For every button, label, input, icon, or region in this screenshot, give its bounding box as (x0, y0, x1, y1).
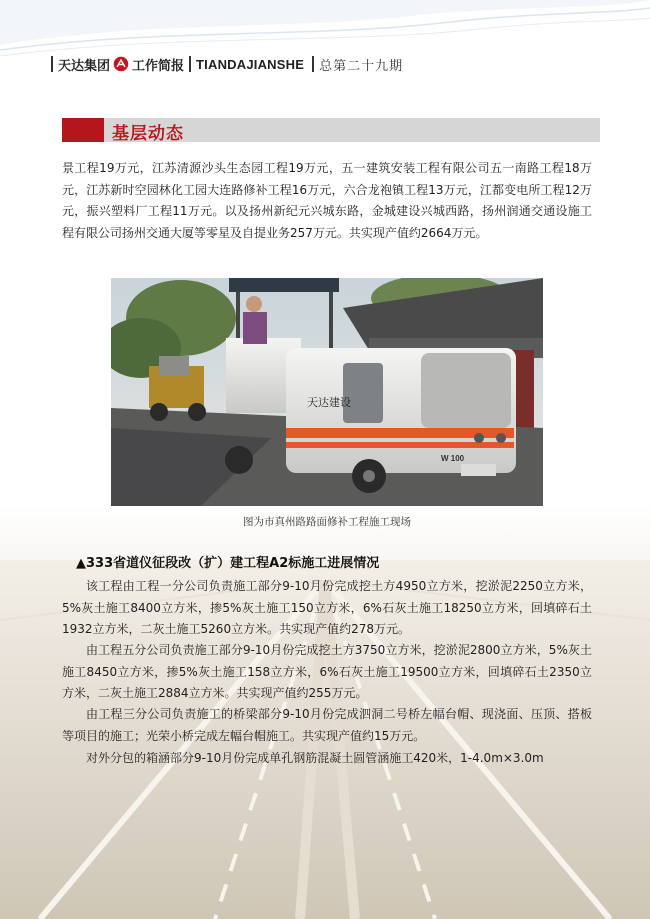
project-paragraph: 对外分包的箱涵部分9-10月份完成单孔钢筋混凝土圆管涵施工420米，1-4.0m×3.0m (86, 751, 544, 765)
photo-caption: 图为市真州路路面修补工程施工现场 (243, 516, 411, 528)
machine-brand: 天达建设 (307, 396, 351, 409)
company-logo-icon (113, 56, 129, 72)
header-divider (189, 56, 191, 72)
header-wave-decoration (0, 0, 650, 60)
header-divider (312, 56, 314, 72)
section-banner-accent (62, 118, 104, 142)
header-pinyin: TIANDAJIANSHE (196, 56, 305, 72)
intro-paragraph: 景工程19万元，江苏清源沙头生态园工程19万元，五一建筑安装工程有限公司五一南路工程18万元，江苏新时空园林化工园大连路修补工程16万元，六合龙袍镇工程13万元，江都变电所工程12万元，振兴塑料厂工程11万元。以及扬州新纪元兴城东路，金城建设兴城西路，扬州润通交通设施工程有限公司扬州交通大厦等零星及自提业务257万元。共实现产值约2664万元。 (62, 161, 592, 240)
section-title: 基层动态 (112, 124, 184, 144)
project-paragraph: 由工程三分公司负责施工的桥梁部分9-10月份完成泗洞二号桥左幅台帽、现浇面、压顶、搭板等项目的施工；光荣小桥完成左幅台帽施工。共实现产值约15万元。 (62, 707, 592, 743)
construction-site-photo (111, 278, 543, 506)
machine-label: W 100 (441, 454, 465, 463)
project-paragraph: 该工程由工程一分公司负责施工部分9-10月份完成挖土方4950立方米，挖淤泥2250立方米，5%灰土施工8400立方米，掺5%灰土施工150立方米，6%石灰土施工18250立方米，回填碎石土1932立方米，二灰土施工5260立方米。共实现产值约278万元。 (62, 579, 592, 636)
project-heading: ▲333省道仪征段改（扩）建工程A2标施工进展情况 (76, 556, 380, 571)
project-paragraph: 由工程五分公司负责施工部分9-10月份完成挖土方3750立方米，挖淤泥2800立方米，5%灰土施工8450立方米，掺5%灰土施工158立方米，6%石灰土施工19500立方米，回填碎石土2350立方米，二灰土施工2884立方米。共实现产值约255万元。 (62, 643, 592, 700)
header-divider (51, 56, 53, 72)
issue-number: 总第二十九期 (319, 58, 404, 74)
page-header (46, 53, 403, 75)
company-name: 天达集团 (58, 58, 111, 74)
bulletin-title: 工作简报 (132, 58, 185, 74)
section-banner (62, 118, 600, 142)
